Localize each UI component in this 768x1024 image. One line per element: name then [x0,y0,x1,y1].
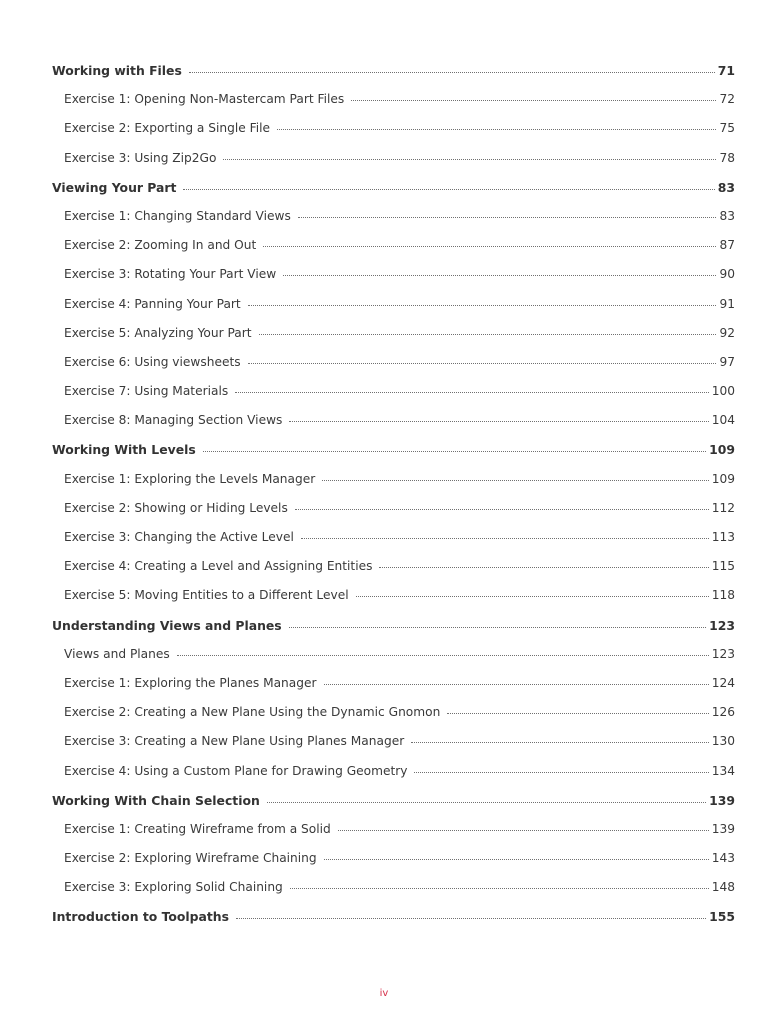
toc-dot-leader [235,392,709,393]
toc-section-entry[interactable] [52,92,735,121]
toc-section-entry[interactable] [52,297,735,326]
table-of-contents [52,63,735,939]
toc-entry-title: Exercise 1: Exploring the Planes Manager [64,675,317,690]
toc-entry-page-number: 104 [711,413,735,428]
toc-dot-leader [177,655,709,656]
toc-dot-leader [289,421,708,422]
toc-chapter-entry[interactable] [52,63,735,92]
toc-entry-title: Exercise 1: Exploring the Levels Manager [64,471,316,486]
toc-entry-title: Working With Levels [52,442,196,458]
toc-entry-page-number: 109 [709,442,735,458]
toc-entry-page-number: 75 [719,121,735,136]
toc-entry-page-number: 118 [711,588,735,603]
toc-entry-title: Exercise 2: Zooming In and Out [64,238,257,253]
toc-entry-title: Exercise 4: Panning Your Part [64,296,241,311]
toc-section-entry[interactable] [52,209,735,238]
toc-entry-page-number: 112 [711,500,735,515]
toc-dot-leader [324,684,709,685]
toc-dot-leader [183,189,714,190]
toc-chapter-entry[interactable] [52,180,735,209]
toc-dot-leader [283,275,716,276]
toc-section-entry[interactable] [52,676,735,705]
toc-section-entry[interactable] [52,267,735,296]
toc-entry-title: Exercise 2: Exporting a Single File [64,121,271,136]
toc-dot-leader [322,480,708,481]
toc-entry-title: Exercise 8: Managing Section Views [64,413,283,428]
toc-entry-page-number: 113 [711,530,735,544]
toc-section-entry[interactable] [52,822,735,851]
toc-entry-page-number: 143 [711,851,735,866]
toc-entry-title: Exercise 1: Opening Non-Mastercam Part Files [64,92,345,107]
toc-section-entry[interactable] [52,472,735,501]
toc-section-entry[interactable] [52,121,735,150]
toc-section-entry[interactable] [52,764,735,793]
toc-entry-title: Exercise 3: Using Zip2Go [64,150,217,165]
toc-dot-leader [259,334,717,335]
toc-entry-page-number: 90 [719,267,735,282]
toc-dot-leader [295,509,709,510]
toc-section-entry[interactable] [52,851,735,880]
toc-entry-page-number: 71 [717,63,735,78]
toc-entry-page-number: 97 [719,354,735,369]
toc-entry-title: Exercise 2: Creating a New Plane Using the Dynamic Gnomon [64,705,441,720]
toc-entry-title: Exercise 7: Using Materials [64,384,229,399]
toc-entry-page-number: 148 [711,880,735,895]
toc-section-entry[interactable] [52,326,735,355]
toc-entry-page-number: 124 [711,675,735,690]
toc-dot-leader [263,246,716,247]
toc-chapter-entry[interactable] [52,442,735,471]
toc-chapter-entry[interactable] [52,793,735,822]
toc-entry-page-number: 78 [719,150,735,165]
toc-dot-leader [189,72,715,73]
toc-dot-leader [248,363,717,364]
toc-entry-page-number: 92 [719,325,735,340]
page-number: iv [379,988,389,999]
toc-entry-title: Exercise 1: Changing Standard Views [64,208,291,223]
toc-dot-leader [267,802,706,803]
toc-entry-title: Exercise 4: Using a Custom Plane for Drawing Geometry [64,763,408,778]
toc-entry-title: Views and Planes [64,646,170,661]
toc-entry-title: Exercise 5: Moving Entities to a Different Level [64,588,349,603]
toc-dot-leader [248,305,717,306]
toc-section-entry[interactable] [52,705,735,734]
toc-entry-title: Working with Files [52,63,182,78]
toc-entry-page-number: 115 [711,559,735,574]
toc-entry-title: Exercise 2: Showing or Hiding Levels [64,500,288,515]
toc-section-entry[interactable] [52,588,735,617]
toc-section-entry[interactable] [52,413,735,442]
toc-entry-title: Introduction to Toolpaths [52,909,230,925]
toc-section-entry[interactable] [52,880,735,909]
toc-section-entry[interactable] [52,238,735,267]
toc-dot-leader [298,217,717,218]
toc-dot-leader [414,772,708,773]
toc-entry-page-number: 134 [711,763,735,778]
toc-section-entry[interactable] [52,530,735,559]
toc-entry-page-number: 83 [719,208,735,223]
toc-section-entry[interactable] [52,559,735,588]
toc-entry-title: Exercise 4: Creating a Level and Assigning Entities [64,559,373,574]
toc-entry-page-number: 123 [709,617,735,633]
toc-section-entry[interactable] [52,647,735,676]
toc-entry-page-number: 130 [711,734,735,749]
toc-entry-page-number: 87 [719,238,735,253]
toc-dot-leader [411,742,709,743]
toc-entry-title: Exercise 5: Analyzing Your Part [64,325,252,340]
toc-entry-page-number: 139 [709,792,735,808]
toc-entry-title: Exercise 3: Changing the Active Level [64,530,294,544]
toc-section-entry[interactable] [52,734,735,763]
toc-section-entry[interactable] [52,384,735,413]
toc-section-entry[interactable] [52,501,735,530]
toc-entry-page-number: 109 [711,471,735,486]
toc-dot-leader [356,596,709,597]
toc-dot-leader [379,567,708,568]
toc-dot-leader [338,830,709,831]
toc-entry-page-number: 72 [719,92,735,107]
toc-dot-leader [301,538,709,539]
toc-entry-page-number: 155 [709,909,735,925]
toc-entry-page-number: 126 [711,705,735,720]
toc-chapter-entry[interactable] [52,618,735,647]
toc-dot-leader [289,627,706,628]
toc-entry-title: Exercise 3: Rotating Your Part View [64,267,277,282]
toc-section-entry[interactable] [52,355,735,384]
toc-dot-leader [447,713,708,714]
toc-entry-title: Working With Chain Selection [52,792,260,808]
toc-dot-leader [277,129,716,130]
toc-dot-leader [324,859,709,860]
toc-entry-page-number: 139 [711,821,735,836]
toc-entry-title: Understanding Views and Planes [52,617,282,633]
toc-entry-page-number: 100 [711,384,735,399]
toc-entry-title: Exercise 3: Exploring Solid Chaining [64,880,283,895]
toc-entry-page-number: 83 [717,179,735,195]
toc-dot-leader [290,888,709,889]
toc-chapter-entry[interactable] [52,909,735,938]
toc-dot-leader [236,918,706,919]
toc-entry-title: Exercise 2: Exploring Wireframe Chaining [64,851,317,866]
toc-entry-title: Exercise 3: Creating a New Plane Using Planes Manager [64,734,405,749]
toc-entry-page-number: 91 [719,296,735,311]
toc-entry-title: Viewing Your Part [52,179,177,195]
toc-entry-title: Exercise 6: Using viewsheets [64,354,241,369]
toc-entry-title: Exercise 1: Creating Wireframe from a Solid [64,821,331,836]
toc-dot-leader [351,100,716,101]
toc-entry-page-number: 123 [711,646,735,661]
toc-dot-leader [223,159,716,160]
toc-section-entry[interactable] [52,151,735,180]
toc-dot-leader [203,451,706,452]
